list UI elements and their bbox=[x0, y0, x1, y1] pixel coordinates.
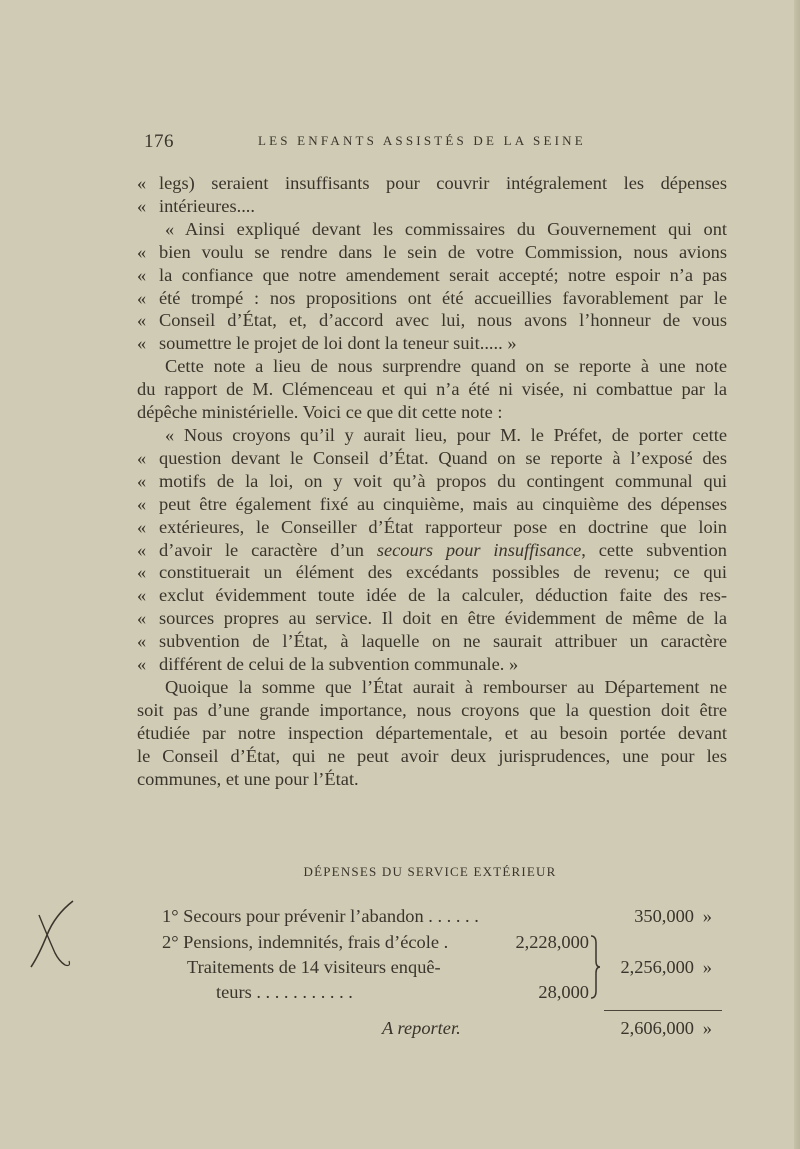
body-text bbox=[137, 172, 727, 790]
page-number: 176 bbox=[144, 131, 174, 152]
text-line bbox=[137, 768, 727, 791]
guillemet: « bbox=[137, 470, 147, 491]
section-title: DÉPENSES DU SERVICE EXTÉRIEUR bbox=[303, 864, 557, 879]
text-line bbox=[137, 287, 727, 310]
text-line bbox=[137, 309, 727, 332]
handwritten-x-mark bbox=[25, 895, 75, 975]
carry-forward-label: A reporter. bbox=[382, 1018, 461, 1038]
text-line bbox=[137, 607, 727, 630]
text-line bbox=[137, 424, 727, 447]
text-line bbox=[137, 584, 727, 607]
text-line bbox=[137, 539, 727, 562]
carry-forward-total: 2,606,000 bbox=[620, 1018, 694, 1038]
emphasis: secours pour insuffisance bbox=[376, 539, 582, 560]
row-pensions-amount: 2,228,000 bbox=[515, 932, 589, 952]
text-line bbox=[137, 745, 727, 768]
page-header bbox=[144, 131, 727, 155]
row-visiteurs-label: teurs . . . . . . . . . . . bbox=[216, 982, 353, 1002]
row-visiteurs-amount: 28,000 bbox=[538, 982, 589, 1002]
text-line-content: extérieures, le Conseiller d’État rapporteur pose en doctrine que loin bbox=[159, 516, 727, 537]
guillemet: « bbox=[137, 310, 147, 331]
text-line-content: question devant le Conseil d’État. Quand on se reporte à l’exposé des bbox=[159, 447, 727, 468]
guillemet: « bbox=[137, 631, 147, 652]
guillemet: « bbox=[137, 195, 147, 216]
text-line bbox=[137, 172, 727, 195]
text-line bbox=[137, 218, 727, 241]
text-line-content: peut être également fixé au cinquième, mais au cinquième des dépenses bbox=[159, 493, 727, 514]
text-line bbox=[137, 699, 727, 722]
text-line-content: « Ainsi expliqué devant les commissaires du Gouvernement qui ont bbox=[165, 218, 727, 239]
expense-table bbox=[0, 904, 800, 1064]
text-line-content: différent de celui de la subvention communale. » bbox=[159, 654, 519, 675]
text-line-content: constituerait un élément des excédants possibles de revenu; ce qui bbox=[159, 562, 727, 583]
total-rule bbox=[604, 1010, 722, 1011]
running-title: LES ENFANTS ASSISTÉS DE LA SEINE bbox=[258, 133, 586, 148]
ditto-mark: » bbox=[702, 1018, 712, 1038]
guillemet: « bbox=[137, 562, 147, 583]
text-line-content: subvention de l’État, à laquelle on ne saurait attribuer un caractère bbox=[159, 631, 727, 652]
text-line-content: « Nous croyons qu’il y aurait lieu, pour M. le Préfet, de porter cette bbox=[165, 424, 727, 445]
text-line bbox=[137, 264, 727, 287]
text-line-content: été trompé : nos propositions ont été accueillies favorablement par le bbox=[159, 287, 727, 308]
text-line-content: le Conseil d’État, qui ne peut avoir deux jurisprudences, une pour les bbox=[137, 745, 727, 766]
text-line-content: bien voulu se rendre dans le sein de votre Commission, nous avions bbox=[159, 241, 727, 262]
text-line-content: exclut évidemment toute idée de la calculer, déduction faite des res- bbox=[159, 585, 727, 606]
text-line bbox=[137, 470, 727, 493]
text-line bbox=[137, 653, 727, 676]
text-line bbox=[137, 493, 727, 516]
text-line bbox=[137, 516, 727, 539]
curly-brace bbox=[590, 935, 600, 999]
guillemet: « bbox=[137, 333, 147, 354]
row-traitements-label: Traitements de 14 visiteurs enquê- bbox=[187, 957, 441, 977]
text-line bbox=[137, 241, 727, 264]
guillemet: « bbox=[137, 173, 147, 193]
text-line-content: communes, et une pour l’État. bbox=[137, 768, 359, 789]
text-line bbox=[137, 195, 727, 218]
guillemet: « bbox=[137, 654, 147, 675]
guillemet: « bbox=[137, 287, 147, 308]
guillemet: « bbox=[137, 241, 147, 262]
group-total: 2,256,000 bbox=[620, 957, 694, 977]
ditto-mark: » bbox=[702, 957, 712, 977]
guillemet: « bbox=[137, 539, 147, 560]
text-line-content: Conseil d’État, et, d’accord avec lui, nous avons l’honneur de vous bbox=[159, 310, 727, 331]
text-line-content: étudiée par notre inspection départementale, et au besoin portée devant bbox=[137, 722, 727, 743]
text-line bbox=[137, 447, 727, 470]
text-line bbox=[137, 332, 727, 355]
text-line bbox=[137, 401, 727, 424]
text-line-content: d’avoir le caractère d’un secours pour insuffisance, cette subvention bbox=[159, 539, 727, 560]
guillemet: « bbox=[137, 585, 147, 606]
text-line-content: legs) seraient insuffisants pour couvrir intégralement les dépenses bbox=[159, 173, 727, 193]
text-line-content: soumettre le projet de loi dont la teneur suit..... » bbox=[159, 333, 517, 354]
text-line-content: soit pas d’une grande importance, nous croyons que la question doit être bbox=[137, 699, 727, 720]
text-line bbox=[137, 676, 727, 699]
text-line bbox=[137, 722, 727, 745]
text-line-content: Cette note a lieu de nous surprendre quand on se reporte à une note bbox=[165, 356, 727, 377]
row-secours-total: 350,000 bbox=[634, 906, 694, 926]
ditto-mark: » bbox=[702, 906, 712, 926]
guillemet: « bbox=[137, 264, 147, 285]
row-pensions-label: 2° Pensions, indemnités, frais d’école . bbox=[162, 932, 449, 952]
text-line-content: Quoique la somme que l’État aurait à rembourser au Département ne bbox=[165, 676, 727, 697]
text-line-content: motifs de la loi, on y voit qu’à propos du contingent communal qui bbox=[159, 470, 727, 491]
guillemet: « bbox=[137, 493, 147, 514]
text-line bbox=[137, 355, 727, 378]
text-line-content: la confiance que notre amendement serait accepté; notre espoir n’a pas bbox=[159, 264, 727, 285]
text-line-content: dépêche ministérielle. Voici ce que dit cette note : bbox=[137, 402, 503, 423]
text-line-content: intérieures.... bbox=[159, 195, 256, 216]
text-line bbox=[137, 561, 727, 584]
guillemet: « bbox=[137, 608, 147, 629]
guillemet: « bbox=[137, 516, 147, 537]
row-secours-label: 1° Secours pour prévenir l’abandon . . . . . . bbox=[162, 906, 479, 926]
guillemet: « bbox=[137, 447, 147, 468]
text-line-content: du rapport de M. Clémenceau et qui n’a été ni visée, ni combattue par la bbox=[137, 379, 727, 400]
text-line-content: sources propres au service. Il doit en être évidemment de même de la bbox=[159, 608, 727, 629]
text-line bbox=[137, 378, 727, 401]
text-line bbox=[137, 630, 727, 653]
